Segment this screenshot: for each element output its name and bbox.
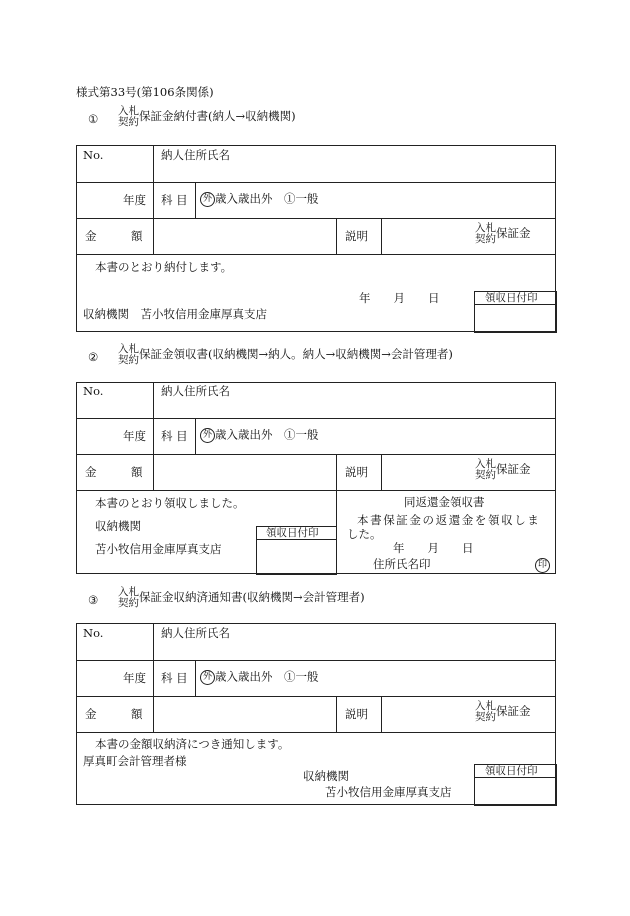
section-1-explain-label: 説明	[345, 229, 368, 243]
section-3-explain-label: 説明	[345, 707, 368, 721]
section-1-body: 本書のとおり納付します。	[95, 260, 233, 274]
section-3-account-text: 歳入歳出外 ①一般	[215, 669, 319, 684]
section-2-stamp-label: 領収日付印	[266, 527, 319, 539]
section-2-deposit-stack: 入札 契約	[475, 458, 496, 481]
section-3-bid-contract-stack: 入札 契約	[118, 586, 139, 609]
section-2-signature-label: 住所氏名印	[373, 557, 431, 571]
section-2-outside-seal: 外	[200, 428, 215, 443]
section-2-body: 本書のとおり領収しました。	[95, 496, 245, 510]
section-2-number: ②	[88, 350, 99, 364]
section-3-payer-label: 納人住所氏名	[161, 626, 230, 640]
section-2-form	[76, 382, 556, 574]
section-3-stamp-box	[474, 764, 557, 806]
form-reference: 様式第33号(第106条関係)	[76, 85, 214, 99]
section-1-amount-label: 金 額	[85, 229, 143, 243]
section-1-stamp-label: 領収日付印	[485, 292, 538, 304]
section-3-stamp-label: 領収日付印	[485, 765, 538, 777]
section-2-title-text: 保証金領収書(収納機関→納人。納人→収納機関→会計管理者)	[139, 347, 453, 361]
section-2-refund-line1: 本書保証金の返還金を領収しま	[357, 513, 541, 527]
section-1-title-text: 保証金納付書(納人→収納機関)	[139, 109, 296, 123]
section-1-outside-seal: 外	[200, 192, 215, 207]
section-3-number: ③	[88, 593, 99, 607]
section-2-explain-label: 説明	[345, 465, 368, 479]
section-2-agency-name: 苫小牧信用金庫厚真支店	[95, 542, 222, 556]
section-1-form	[76, 145, 556, 332]
section-1-deposit-text: 保証金	[496, 226, 531, 240]
section-3-amount-label: 金 額	[85, 707, 143, 721]
section-2-stamp-box	[256, 526, 337, 575]
section-1-deposit-stack: 入札 契約	[475, 222, 496, 245]
section-3-agency-label: 収納機関	[303, 769, 349, 783]
section-2-payer-label: 納人住所氏名	[161, 384, 230, 398]
section-1-bid-contract-stack: 入札 契約	[118, 105, 139, 128]
section-1-title	[118, 106, 296, 128]
section-2-amount-label: 金 額	[85, 465, 143, 479]
section-2-deposit	[475, 459, 531, 481]
section-3-deposit-stack: 入札 契約	[475, 700, 496, 723]
section-1-no: No.	[83, 148, 104, 162]
section-3-form	[76, 623, 556, 805]
section-1-date: 年 月 日	[359, 291, 440, 305]
section-2-refund-line2: した。	[347, 527, 382, 541]
section-2-bid-contract-stack: 入札 契約	[118, 343, 139, 366]
section-3-deposit	[475, 701, 531, 723]
section-2-account-text: 歳入歳出外 ①一般	[215, 427, 319, 442]
section-3-title-text: 保証金収納済通知書(収納機関→会計管理者)	[139, 590, 365, 604]
section-3-outside-seal: 外	[200, 670, 215, 685]
section-2-account	[200, 428, 319, 443]
section-2-deposit-text: 保証金	[496, 462, 531, 476]
section-2-refund-date: 年 月 日	[393, 541, 474, 555]
section-1-fiscal-year: 年度	[123, 193, 146, 207]
section-1-account-text: 歳入歳出外 ①一般	[215, 191, 319, 206]
section-3-deposit-text: 保証金	[496, 704, 531, 718]
section-1-payer-label: 納人住所氏名	[161, 148, 230, 162]
section-2-refund-title: 同返還金領収書	[404, 495, 485, 509]
section-3-body: 本書の金額収納済につき通知します。	[95, 737, 290, 751]
section-3-recipient: 厚真町会計管理者様	[83, 754, 187, 768]
section-3-fiscal-year: 年度	[123, 671, 146, 685]
section-1-account	[200, 192, 319, 207]
section-2-fiscal-year: 年度	[123, 429, 146, 443]
section-1-account-label: 科 目	[161, 193, 188, 207]
section-3-account	[200, 670, 319, 685]
section-2-account-label: 科 目	[161, 429, 188, 443]
section-3-agency-name: 苫小牧信用金庫厚真支店	[325, 785, 452, 799]
section-3-title	[118, 587, 365, 609]
section-1-deposit	[475, 223, 531, 245]
section-3-account-label: 科 目	[161, 671, 188, 685]
section-2-inkan-seal: 印	[535, 558, 550, 573]
section-2-no: No.	[83, 384, 104, 398]
section-1-stamp-box	[474, 291, 557, 333]
section-2-agency-label: 収納機関	[95, 519, 141, 533]
section-1-agency: 収納機関 苫小牧信用金庫厚真支店	[83, 307, 267, 321]
section-3-no: No.	[83, 626, 104, 640]
section-2-title	[118, 344, 453, 366]
section-1-number: ①	[88, 112, 99, 126]
